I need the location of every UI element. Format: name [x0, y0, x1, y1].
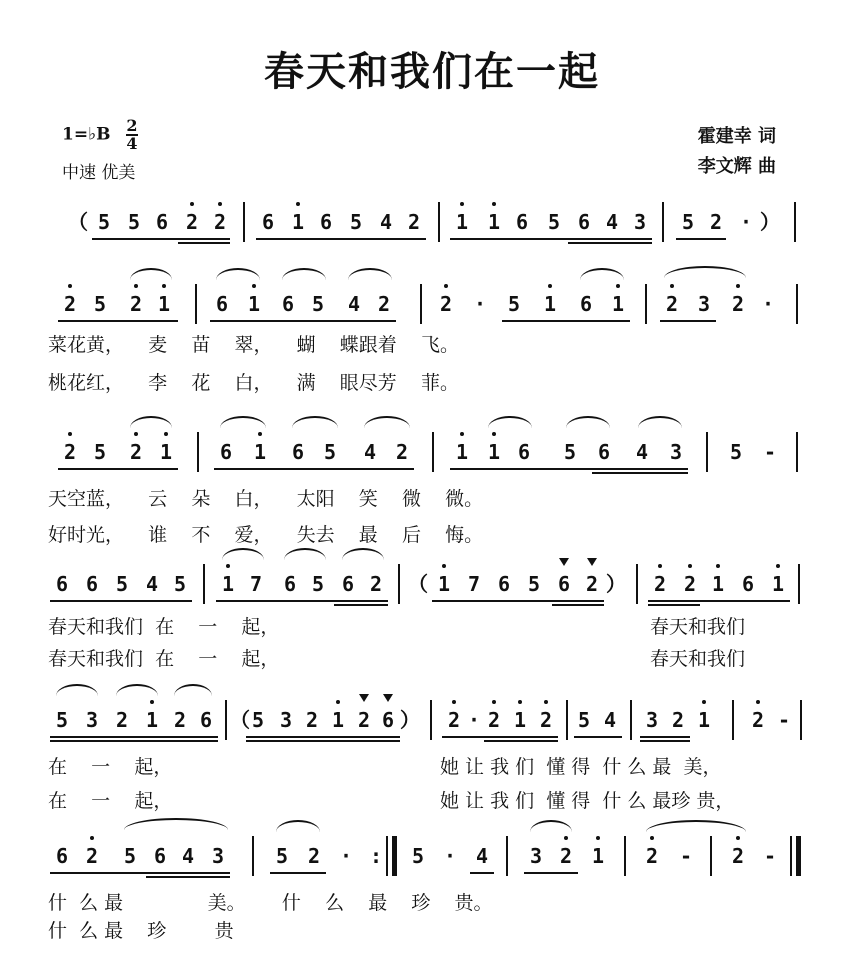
note: 5 [311, 292, 325, 316]
note: 6 [55, 844, 69, 868]
slur [130, 268, 172, 280]
barline [800, 700, 802, 740]
beam [574, 736, 622, 738]
time-top: 2 [126, 116, 138, 135]
beam [484, 740, 558, 742]
slur [56, 684, 98, 696]
note: 2 [395, 440, 409, 464]
note: 5 [275, 844, 289, 868]
note: 2 [357, 708, 371, 732]
note: 1 [591, 844, 605, 868]
octave-dot [736, 284, 740, 288]
lyrics-verse-2-tail: 她 让 我 们 懂 得 什 么 最珍 贵， [440, 790, 735, 812]
barline [506, 836, 508, 876]
lyrics-verse-1: 菜花黄， 麦 苗 翠， 蝴 蝶跟着 飞。 [48, 334, 459, 356]
thick-barline [392, 836, 397, 876]
note: 5 [97, 210, 111, 234]
beam [58, 320, 178, 322]
slur [292, 416, 338, 428]
barline [790, 836, 792, 876]
slur [530, 820, 572, 832]
barline [566, 700, 568, 740]
accent-mark [587, 558, 597, 566]
note: 2 [307, 844, 321, 868]
beam [470, 872, 494, 874]
note: 2 [683, 572, 697, 596]
note: · [473, 292, 487, 316]
beam [640, 740, 690, 742]
barline [430, 700, 432, 740]
note: 3 [645, 708, 659, 732]
barline [195, 284, 197, 324]
note: 2 [439, 292, 453, 316]
note: 2 [653, 572, 667, 596]
barline [243, 202, 245, 242]
octave-dot [518, 700, 522, 704]
lyrics-verse-2: 什 么 最 珍 贵 [48, 920, 234, 942]
octave-dot [190, 202, 194, 206]
barline [197, 432, 199, 472]
note: 1 [711, 572, 725, 596]
barline [432, 432, 434, 472]
note: 1 [247, 292, 261, 316]
slur [276, 820, 320, 832]
slur [580, 268, 624, 280]
note: 1 [513, 708, 527, 732]
barline [386, 836, 388, 876]
note: - [679, 844, 693, 868]
note: 6 [517, 440, 531, 464]
note: 5 [173, 572, 187, 596]
lyrics-verse-2: 好时光， 谁 不 爱， 失去 最 后 悔。 [48, 524, 484, 546]
beam [146, 876, 230, 878]
note: 4 [363, 440, 377, 464]
note: 2 [487, 708, 501, 732]
note: 1 [145, 708, 159, 732]
octave-dot [162, 284, 166, 288]
octave-dot [258, 432, 262, 436]
octave-dot [90, 836, 94, 840]
slur [282, 268, 326, 280]
octave-dot [736, 836, 740, 840]
note: 2 [377, 292, 391, 316]
composer-credit: 李文辉 曲 [697, 156, 776, 177]
note: · [443, 844, 457, 868]
note: 2 [709, 210, 723, 234]
note: 7 [249, 572, 263, 596]
slur [284, 548, 326, 560]
time-bottom: 4 [126, 134, 138, 153]
note: 5 [577, 708, 591, 732]
slur [130, 416, 172, 428]
note: 6 [597, 440, 611, 464]
note: 1 [253, 440, 267, 464]
slur [488, 416, 532, 428]
octave-dot [444, 284, 448, 288]
note: 2 [559, 844, 573, 868]
beam [524, 872, 578, 874]
lyrics-verse-2: 桃花红， 李 花 白， 满 眼尽芳 菲。 [48, 372, 459, 394]
barline [398, 564, 400, 604]
note: 4 [145, 572, 159, 596]
octave-dot [776, 564, 780, 568]
beam [660, 320, 716, 322]
octave-dot [296, 202, 300, 206]
beam [246, 740, 400, 742]
note: 6 [557, 572, 571, 596]
note: 2 [731, 292, 745, 316]
barline [706, 432, 708, 472]
octave-dot [492, 202, 496, 206]
note: 2 [63, 292, 77, 316]
note: 1 [221, 572, 235, 596]
beam [214, 468, 414, 470]
accent-mark [383, 694, 393, 702]
barline [438, 202, 440, 242]
note: 1 [611, 292, 625, 316]
lyrics-verse-1-tail: 她 让 我 们 懂 得 什 么 最 美， [440, 756, 722, 778]
note: 6 [741, 572, 755, 596]
note: 2 [447, 708, 461, 732]
note: 5 [729, 440, 743, 464]
octave-dot [226, 564, 230, 568]
note: 5 [323, 440, 337, 464]
octave-dot [596, 836, 600, 840]
octave-dot [616, 284, 620, 288]
beam [334, 604, 388, 606]
beam [648, 600, 790, 602]
slur [222, 548, 264, 560]
paren: ） [606, 572, 626, 596]
beam [50, 736, 218, 738]
tempo-marking: 中速 优美 [62, 163, 136, 183]
octave-dot [688, 564, 692, 568]
barline [794, 202, 796, 242]
octave-dot [150, 700, 154, 704]
octave-dot [492, 432, 496, 436]
note: 2 [305, 708, 319, 732]
beam [502, 320, 630, 322]
note: 6 [281, 292, 295, 316]
beam [270, 872, 326, 874]
octave-dot [544, 700, 548, 704]
note: 2 [185, 210, 199, 234]
octave-dot [134, 432, 138, 436]
note: 2 [115, 708, 129, 732]
barline [798, 564, 800, 604]
octave-dot [460, 202, 464, 206]
note: 6 [219, 440, 233, 464]
barline [636, 564, 638, 604]
beam [592, 472, 688, 474]
note: 3 [529, 844, 543, 868]
slur [220, 416, 266, 428]
octave-dot [164, 432, 168, 436]
beam [450, 238, 652, 240]
octave-dot [650, 836, 654, 840]
note: 1 [487, 210, 501, 234]
slur [174, 684, 212, 696]
key-signature [62, 118, 138, 152]
note: 6 [55, 572, 69, 596]
note: 2 [645, 844, 659, 868]
note: 5 [349, 210, 363, 234]
note: 6 [381, 708, 395, 732]
beam [552, 604, 604, 606]
beam [450, 468, 688, 470]
note: 2 [665, 292, 679, 316]
octave-dot [68, 432, 72, 436]
beam [50, 600, 192, 602]
octave-dot [452, 700, 456, 704]
slur [348, 268, 392, 280]
beam [50, 872, 230, 874]
octave-dot [460, 432, 464, 436]
beam [50, 740, 218, 742]
repeat-dots: : [369, 844, 383, 868]
key-text: 1=♭B [62, 124, 111, 145]
beam [58, 468, 178, 470]
note: · [739, 210, 753, 234]
barline [796, 432, 798, 472]
note: 5 [311, 572, 325, 596]
note: 4 [603, 708, 617, 732]
paren: ） [400, 708, 420, 732]
note: 5 [127, 210, 141, 234]
note: 6 [341, 572, 355, 596]
barline [732, 700, 734, 740]
note: 4 [475, 844, 489, 868]
slur [116, 684, 158, 696]
note: 7 [467, 572, 481, 596]
barline [662, 202, 664, 242]
note: 5 [93, 292, 107, 316]
note: 5 [563, 440, 577, 464]
note: 5 [115, 572, 129, 596]
paren: （ [68, 210, 88, 234]
slur [646, 820, 746, 832]
note: 5 [681, 210, 695, 234]
note: 1 [331, 708, 345, 732]
note: 4 [605, 210, 619, 234]
beam [442, 736, 558, 738]
octave-dot [218, 202, 222, 206]
paren: （ [230, 708, 250, 732]
note: 5 [527, 572, 541, 596]
beam [676, 238, 726, 240]
note: · [339, 844, 353, 868]
beam [568, 242, 652, 244]
paren: ） [760, 210, 780, 234]
note: 1 [697, 708, 711, 732]
accent-mark [559, 558, 569, 566]
note: 6 [577, 210, 591, 234]
beam [92, 238, 230, 240]
slur [216, 268, 260, 280]
note: 6 [579, 292, 593, 316]
lyrics-verse-1: 在 一 起， [48, 756, 173, 778]
note: 6 [153, 844, 167, 868]
note: 1 [487, 440, 501, 464]
octave-dot [68, 284, 72, 288]
note: 6 [155, 210, 169, 234]
note: 2 [671, 708, 685, 732]
slur [638, 416, 682, 428]
page-title: 春天和我们在一起 [264, 48, 600, 95]
note: 4 [635, 440, 649, 464]
octave-dot [492, 700, 496, 704]
accent-mark [359, 694, 369, 702]
slur [364, 416, 410, 428]
note: 3 [633, 210, 647, 234]
slur [566, 416, 610, 428]
note: 2 [731, 844, 745, 868]
lyrics-verse-1: 春天和我们 在 一 起， [48, 616, 280, 638]
slur [664, 266, 746, 278]
time-signature [126, 118, 137, 152]
barline [203, 564, 205, 604]
note: 2 [585, 572, 599, 596]
note: 5 [93, 440, 107, 464]
note: 1 [455, 440, 469, 464]
final-barline [796, 836, 801, 876]
beam [648, 604, 700, 606]
octave-dot [702, 700, 706, 704]
octave-dot [658, 564, 662, 568]
beam [246, 736, 400, 738]
note: 1 [543, 292, 557, 316]
beam [432, 600, 604, 602]
barline [796, 284, 798, 324]
note: 6 [261, 210, 275, 234]
note: 2 [63, 440, 77, 464]
octave-dot [442, 564, 446, 568]
slur [124, 818, 228, 830]
note: 1 [291, 210, 305, 234]
note: 5 [411, 844, 425, 868]
barline [252, 836, 254, 876]
note: 5 [547, 210, 561, 234]
note: 3 [697, 292, 711, 316]
octave-dot [756, 700, 760, 704]
note: 4 [379, 210, 393, 234]
lyrics-verse-1-tail: 春天和我们 [650, 616, 746, 638]
barline [420, 284, 422, 324]
note: - [763, 844, 777, 868]
note: 1 [455, 210, 469, 234]
note: 5 [507, 292, 521, 316]
note: 2 [751, 708, 765, 732]
note: 2 [407, 210, 421, 234]
note: 2 [213, 210, 227, 234]
note: 2 [129, 292, 143, 316]
beam [216, 600, 388, 602]
note: · [761, 292, 775, 316]
note: 5 [123, 844, 137, 868]
octave-dot [564, 836, 568, 840]
barline [630, 700, 632, 740]
note: 6 [199, 708, 213, 732]
note: - [763, 440, 777, 464]
beam [210, 320, 396, 322]
note: 3 [211, 844, 225, 868]
note: 3 [279, 708, 293, 732]
paren: （ [408, 572, 428, 596]
note: - [777, 708, 791, 732]
note: 6 [291, 440, 305, 464]
lyrics-verse-2-tail: 春天和我们 [650, 648, 746, 670]
note: 2 [173, 708, 187, 732]
note: 4 [181, 844, 195, 868]
note: 1 [437, 572, 451, 596]
lyricist-credit: 霍建幸 词 [697, 126, 776, 147]
note: 6 [85, 572, 99, 596]
note: 3 [85, 708, 99, 732]
octave-dot [716, 564, 720, 568]
note: 2 [539, 708, 553, 732]
note: 2 [369, 572, 383, 596]
note: 3 [669, 440, 683, 464]
note: 5 [251, 708, 265, 732]
lyrics-verse-2: 在 一 起， [48, 790, 173, 812]
lyrics-verse-2: 春天和我们 在 一 起， [48, 648, 280, 670]
note: 4 [347, 292, 361, 316]
slur [342, 548, 384, 560]
note: 1 [157, 292, 171, 316]
barline [645, 284, 647, 324]
beam [178, 242, 230, 244]
note: 6 [215, 292, 229, 316]
barline [225, 700, 227, 740]
octave-dot [548, 284, 552, 288]
octave-dot [252, 284, 256, 288]
note: · [467, 708, 481, 732]
octave-dot [134, 284, 138, 288]
beam [256, 238, 426, 240]
lyrics-verse-1: 什 么 最 美。 什 么 最 珍 贵。 [48, 892, 493, 914]
barline [624, 836, 626, 876]
note: 6 [319, 210, 333, 234]
note: 6 [497, 572, 511, 596]
beam [640, 736, 690, 738]
note: 2 [129, 440, 143, 464]
note: 2 [85, 844, 99, 868]
note: 6 [515, 210, 529, 234]
note: 1 [159, 440, 173, 464]
note: 1 [771, 572, 785, 596]
octave-dot [336, 700, 340, 704]
octave-dot [670, 284, 674, 288]
note: 6 [283, 572, 297, 596]
barline [710, 836, 712, 876]
note: 5 [55, 708, 69, 732]
lyrics-verse-1: 天空蓝， 云 朵 白， 太阳 笑 微 微。 [48, 488, 484, 510]
